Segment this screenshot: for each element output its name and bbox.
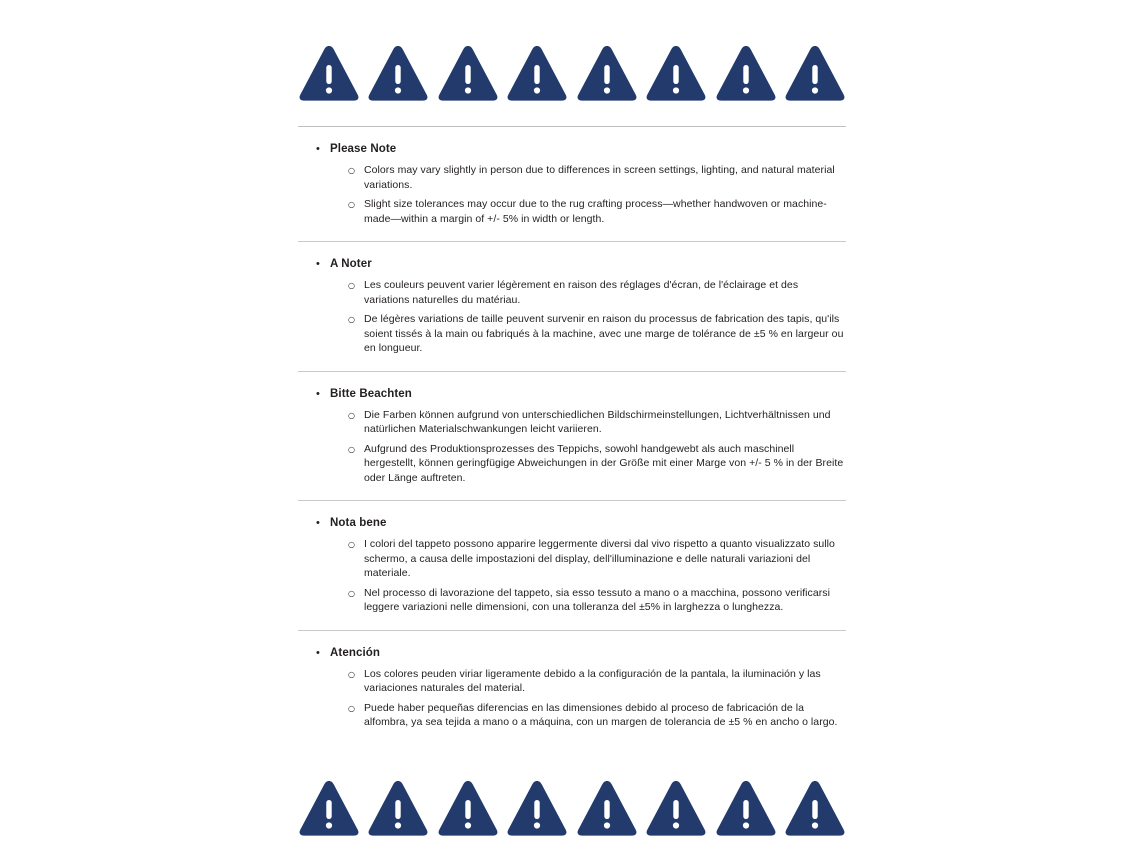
bullet-circle-icon: ○ bbox=[348, 588, 355, 598]
warning-triangle-icon bbox=[645, 44, 707, 102]
list-item-text: Nel processo di lavorazione del tappeto, sia esso tessuto a mano o a macchina, possono verificarsi leggere variazioni nelle dimensioni, con una tolleranza del ±5% in larghezza o lunghezza. bbox=[364, 586, 830, 613]
list-item-text: I colori del tappeto possono apparire leggermente diversi dal vivo rispetto a quanto visualizzato sullo schermo, a causa delle impostazioni del display, dell'illuminazione e delle naturali variazioni del materiale. bbox=[364, 538, 835, 579]
warning-triangle-icon bbox=[437, 779, 499, 837]
list-item bbox=[348, 163, 846, 192]
bullet-circle-icon: ○ bbox=[348, 410, 355, 420]
list-item-text: De légères variations de taille peuvent survenir en raison du processus de fabrication des tapis, qu'ils soient tissés à la main ou fabriqués à la machine, avec une marge de tolérance de ±5 % en largeur ou en longueur. bbox=[364, 313, 844, 354]
warning-triangle-icon bbox=[715, 44, 777, 102]
section-items bbox=[348, 408, 846, 486]
bullet-circle-icon: ○ bbox=[348, 315, 355, 324]
warning-triangle-icon bbox=[367, 44, 429, 102]
warning-triangle-icon bbox=[576, 779, 638, 837]
section-items bbox=[348, 667, 846, 730]
warning-triangle-icon bbox=[298, 44, 360, 102]
section-items bbox=[348, 163, 846, 226]
note-section bbox=[298, 631, 846, 745]
section-items bbox=[348, 537, 846, 615]
list-item-text: Los colores peuden viriar ligeramente debido a la configuración de la pantala, la iluminación y las variaciones naturales del material. bbox=[364, 667, 821, 694]
bullet-circle-icon: ○ bbox=[348, 703, 355, 713]
note-section bbox=[298, 501, 846, 630]
bullet-disc-icon: • bbox=[316, 258, 320, 270]
warning-triangle-icon bbox=[784, 44, 846, 102]
list-item-text: Die Farben können aufgrund von unterschiedlichen Bildschirmeinstellungen, Lichtverhältnissen und natürlichen Materialschwankungen leicht variieren. bbox=[364, 408, 831, 435]
section-items bbox=[348, 278, 846, 356]
list-item bbox=[348, 537, 846, 581]
section-heading bbox=[316, 141, 846, 157]
bottom-warning-icon-row bbox=[298, 775, 846, 837]
list-item bbox=[348, 442, 846, 486]
warning-triangle-icon bbox=[298, 779, 360, 837]
warning-triangle-icon bbox=[784, 779, 846, 837]
list-item-text: Puede haber pequeñas diferencias en las dimensiones debido al proceso de fabricación de la alfombra, ya sea tejida a mano o a máquina, con un margen de tolerancia de ±5 % en ancho o largo. bbox=[364, 701, 838, 728]
bullet-circle-icon: ○ bbox=[348, 281, 355, 290]
bullet-circle-icon: ○ bbox=[348, 200, 355, 209]
warning-triangle-icon bbox=[506, 779, 568, 837]
list-item bbox=[348, 586, 846, 615]
document-content bbox=[298, 40, 846, 837]
bullet-disc-icon: • bbox=[316, 646, 320, 659]
section-title: A Noter bbox=[330, 258, 372, 270]
list-item bbox=[348, 197, 846, 226]
note-section bbox=[298, 242, 846, 371]
list-item bbox=[348, 278, 846, 307]
bullet-disc-icon: • bbox=[316, 517, 320, 529]
section-heading bbox=[316, 256, 846, 272]
section-heading bbox=[316, 645, 846, 661]
warning-triangle-icon bbox=[645, 779, 707, 837]
section-title: Bitte Beachten bbox=[330, 387, 412, 400]
list-item bbox=[348, 312, 846, 356]
bullet-circle-icon: ○ bbox=[348, 540, 355, 549]
warning-triangle-icon bbox=[576, 44, 638, 102]
bullet-disc-icon: • bbox=[316, 143, 320, 155]
list-item-text: Colors may vary slightly in person due to differences in screen settings, lighting, and natural material variations. bbox=[364, 164, 835, 191]
list-item-text: Slight size tolerances may occur due to the rug crafting process—whether handwoven or machine-made—within a margin of +/- 5% in width or length. bbox=[364, 198, 827, 225]
bullet-disc-icon: • bbox=[316, 387, 320, 400]
list-item bbox=[348, 667, 846, 696]
warning-triangle-icon bbox=[506, 44, 568, 102]
bullet-circle-icon: ○ bbox=[348, 444, 355, 454]
notes-sections bbox=[298, 127, 846, 745]
section-title: Nota bene bbox=[330, 517, 387, 529]
section-title: Atención bbox=[330, 646, 380, 659]
list-item-text: Aufgrund des Produktionsprozesses des Teppichs, sowohl handgewebt als auch maschinell hergestellt, können geringfügige Abweichungen in der Größe mit einer Marge von +/- 5 % in der Breite oder Länge auftreten. bbox=[364, 442, 844, 484]
list-item-text: Les couleurs peuvent varier légèrement en raison des réglages d'écran, de l'éclairage et des variations naturelles du matériau. bbox=[364, 279, 799, 306]
bullet-circle-icon: ○ bbox=[348, 166, 355, 175]
section-heading bbox=[316, 386, 846, 402]
section-title: Please Note bbox=[330, 143, 397, 155]
note-section bbox=[298, 372, 846, 501]
bullet-circle-icon: ○ bbox=[348, 669, 355, 679]
warning-triangle-icon bbox=[715, 779, 777, 837]
warning-triangle-icon bbox=[437, 44, 499, 102]
warning-triangle-icon bbox=[367, 779, 429, 837]
list-item bbox=[348, 408, 846, 437]
list-item bbox=[348, 701, 846, 730]
section-heading bbox=[316, 515, 846, 531]
top-warning-icon-row bbox=[298, 40, 846, 102]
note-section bbox=[298, 127, 846, 241]
